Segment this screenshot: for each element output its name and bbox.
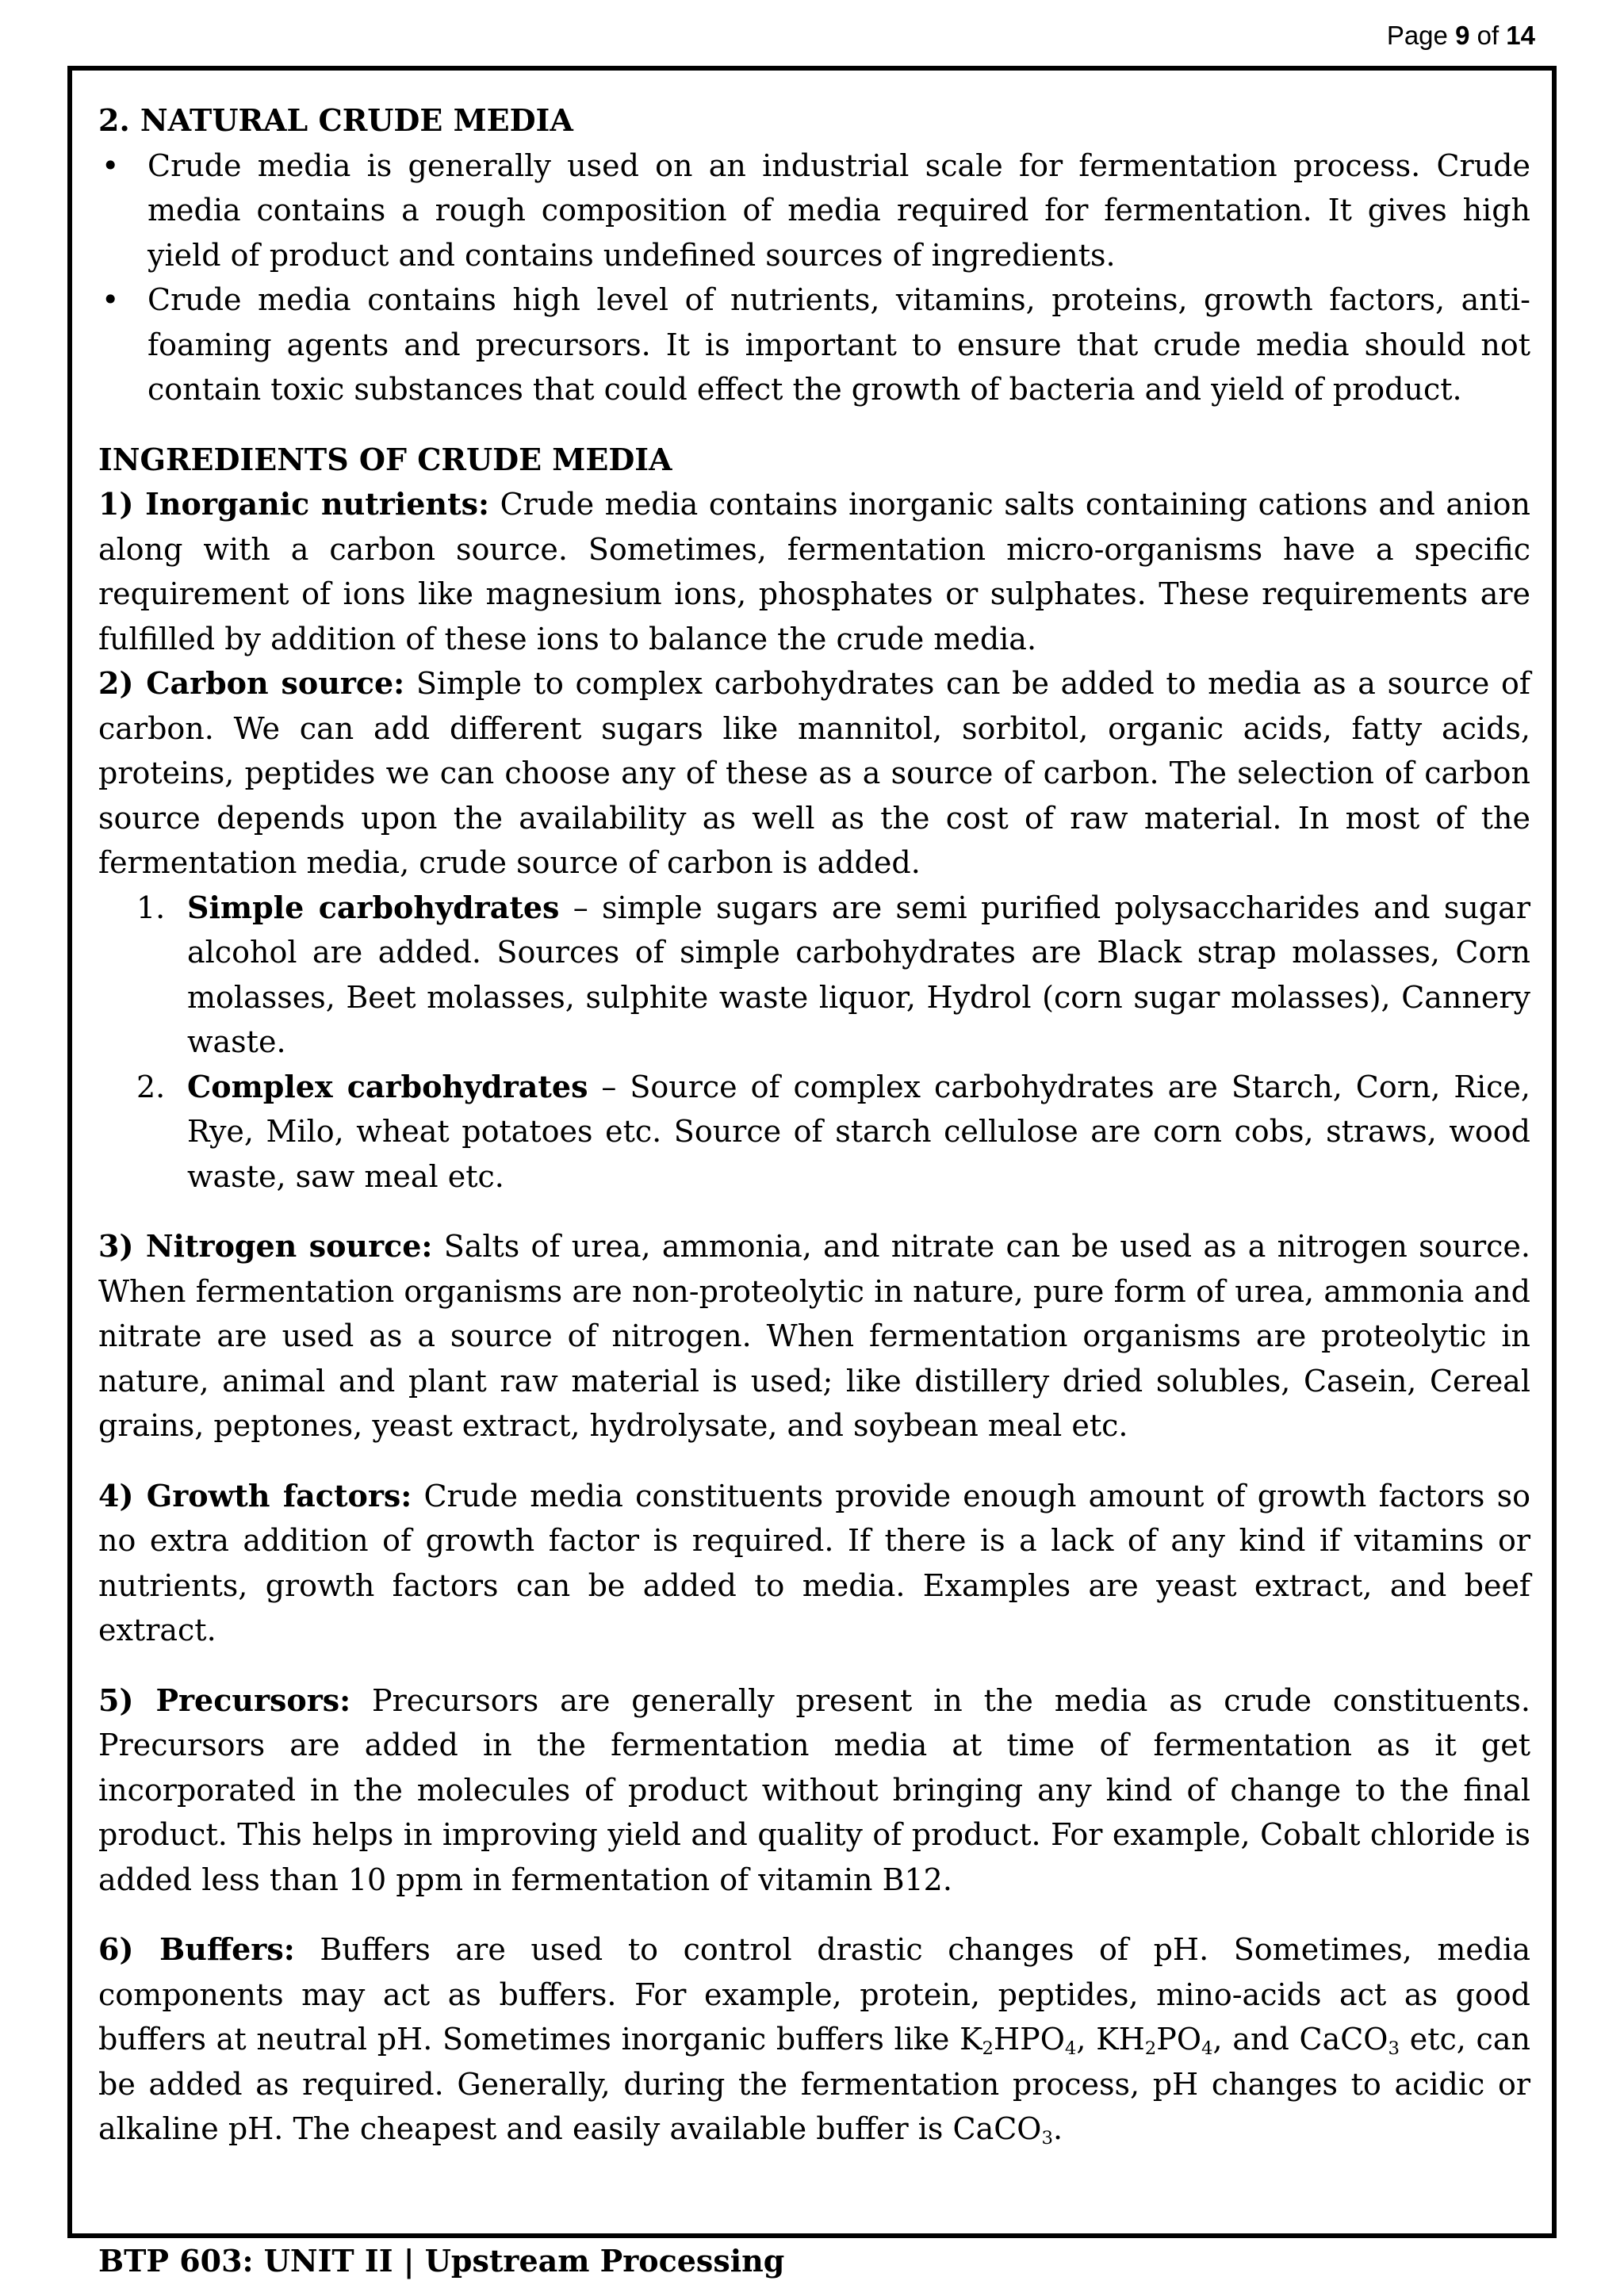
ingredients-heading: INGREDIENTS OF CRUDE MEDIA [98, 441, 672, 477]
list-item: 2. Complex carbohydrates – Source of complex carbohydrates are Starch, Corn, Rice, Rye, Milo, wheat potatoes etc. Source of starch cellulose are corn cobs, straws, wood waste, saw meal etc. [136, 1068, 1530, 1194]
buffers-paragraph: 6) Buffers: Buffers are used to control drastic changes of pH. Sometimes, media components may act as buffers. For example, protein, peptides, mino-acids act as good buffers at neutral pH. Sometimes inorganic buffers like $K_2HPO_4$, $KH_2PO_4$, and CaCO$_3$ etc, can be added as required. Generally, during the fermentation process, pH changes to acidic or alkaline pH. The cheapest and easily available buffer is CaCO$_3$. [98, 1931, 1530, 2149]
buffers-label: 6) Buffers: [98, 1931, 295, 1967]
bullet-item: • Crude media contains high level of nutrients, vitamins, proteins, growth factors, anti-foaming agents and precursors. It is important to ensure that crude media should not contain toxic substances that could effect the growth of bacteria and yield of product. [98, 277, 1530, 412]
formula-kh2po4: $KH_2PO_4$ [1096, 2022, 1213, 2059]
growth-factors-label: 4) Growth factors: [98, 1477, 412, 1513]
carbon-source-label: 2) Carbon source: [98, 665, 405, 701]
formula-caco3: CaCO$_3$ [1299, 2022, 1400, 2059]
bullet-item: • Crude media is generally used on an industrial scale for fermentation process. Crude media contains a rough composition of media required for fermentation. It gives high yield of product and contains undefined sources of ingredients. [98, 144, 1530, 278]
footer-course-title: BTP 603: UNIT II | Upstream Processing [98, 2243, 785, 2279]
bullet-list [98, 144, 1530, 412]
inorganic-nutrients-paragraph: 1) Inorganic nutrients: Crude media contains inorganic salts containing cations and anion along with a carbon source. Sometimes, fermentation micro-organisms have a specific requirement of ions like magnesium ions, phosphates or sulphates. These requirements are fulfilled by addition of these ions to balance the crude media. [98, 486, 1530, 656]
formula-caco3: CaCO$_3$ [952, 2111, 1053, 2149]
document-body [98, 98, 1530, 2152]
growth-factors-paragraph: 4) Growth factors: Crude media constituents provide enough amount of growth factors so no extra addition of growth factor is required. If there is a lack of any kind if vitamins or nutrients, growth factors can be added to media. Examples are yeast extract, and beef extract. [98, 1477, 1530, 1647]
formula-k2hpo4: $K_2HPO_4$ [959, 2022, 1077, 2059]
inorganic-nutrients-label: 1) Inorganic nutrients: [98, 486, 490, 522]
nitrogen-source-label: 3) Nitrogen source: [98, 1228, 433, 1264]
precursors-paragraph: 5) Precursors: Precursors are generally present in the media as crude constituents. Precursors are added in the fermentation media at time of fermentation as it get incorporated in the molecules of product without bringing any kind of change to the final product. This helps in improving yield and quality of product. For example, Cobalt chloride is added less than 10 ppm in fermentation of vitamin B12. [98, 1682, 1531, 1897]
carbon-source-paragraph: 2) Carbon source: Simple to complex carbohydrates can be added to media as a source of carbon. We can add different sugars like mannitol, sorbitol, organic acids, fatty acids, proteins, peptides we can choose any of these as a source of carbon. The selection of carbon source depends upon the availability as well as the cost of raw material. In most of the fermentation media, crude source of carbon is added. [98, 665, 1531, 880]
carbohydrate-list [98, 886, 1530, 1200]
section-title: 2. NATURAL CRUDE MEDIA [98, 102, 573, 138]
list-item: 1. Simple carbohydrates – simple sugars are semi purified polysaccharides and sugar alcohol are added. Sources of simple carbohydrates are Black strap molasses, Corn molasses, Beet molasses, sulphite waste liquor, Hydrol (corn sugar molasses), Cannery waste. [136, 889, 1530, 1059]
precursors-label: 5) Precursors: [98, 1682, 351, 1718]
page-number: Page 9 of 14 [1386, 21, 1535, 50]
nitrogen-source-paragraph: 3) Nitrogen source: Salts of urea, ammonia, and nitrate can be used as a nitrogen source. When fermentation organisms are non-proteolytic in nature, pure form of urea, ammonia and nitrate are used as a source of nitrogen. When fermentation organisms are proteolytic in nature, animal and plant raw material is used; like distillery dried solubles, Casein, Cereal grains, peptones, yeast extract, hydrolysate, and soybean meal etc. [98, 1228, 1530, 1443]
